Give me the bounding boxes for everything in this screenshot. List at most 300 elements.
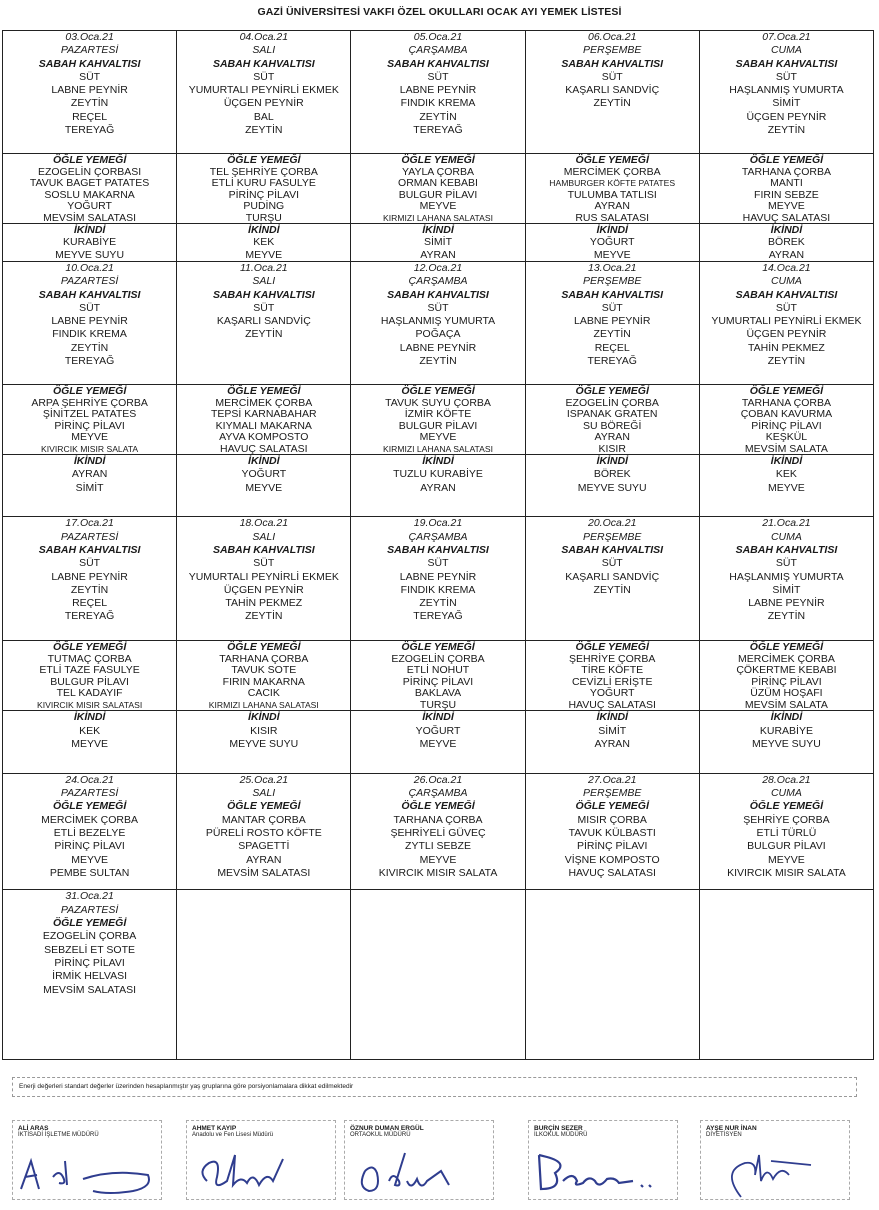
menu-item: ZEYTİN	[419, 355, 457, 368]
day-name: PERŞEMBE	[583, 275, 642, 288]
day-cell	[177, 262, 351, 516]
menu-item: SÜT	[253, 301, 275, 314]
day-date: 14.Oca.21	[762, 262, 811, 274]
menu-item: ŞEHRİYELİ GÜVEÇ	[390, 826, 486, 839]
day-name: PAZARTESİ	[60, 275, 119, 288]
menu-item: HAMBURGER KÖFTE PATATES	[549, 178, 676, 188]
day-name: PAZARTESİ	[60, 530, 119, 543]
menu-item: YAYLA ÇORBA	[402, 165, 474, 177]
lunch-section	[3, 640, 176, 710]
menu-item: ORMAN KEBABI	[398, 177, 478, 189]
day-name: SALI	[252, 44, 276, 57]
menu-item: ETLİ TÜRLÜ	[756, 826, 817, 839]
menu-item: KIVIRCIK MISIR SALATA	[41, 443, 139, 454]
menu-item: ÜÇGEN PEYNİR	[223, 97, 304, 110]
day-cell	[526, 517, 700, 772]
day-cell	[351, 517, 525, 772]
menu-item: PEMBE SULTAN	[49, 866, 130, 879]
menu-item: TARHANA ÇORBA	[741, 165, 831, 177]
lunch-section	[700, 153, 873, 223]
menu-item: KURABİYE	[63, 236, 117, 249]
menu-item: PİRİNÇ PİLAVI	[751, 419, 822, 431]
lunch-heading: ÖĞLE YEMEĞİ	[52, 917, 127, 930]
lunch-heading: ÖĞLE YEMEĞİ	[227, 154, 301, 166]
snack-section	[700, 454, 873, 516]
snack-heading: İKİNDİ	[422, 455, 454, 467]
menu-item: LABNE PEYNİR	[51, 84, 128, 97]
lunch-heading: ÖĞLE YEMEĞİ	[401, 641, 475, 653]
menu-item: MEYVE	[245, 248, 283, 261]
menu-item: AYRAN	[594, 200, 630, 212]
menu-item: ZEYTİN	[70, 97, 109, 110]
day-cell	[700, 31, 873, 261]
day-date: 11.Oca.21	[239, 262, 288, 274]
day-name: ÇARŞAMBA	[408, 530, 468, 543]
breakfast-heading: SABAH KAHVALTISI	[212, 288, 315, 301]
day-cell	[351, 31, 525, 261]
page-title: GAZİ ÜNİVERSİTESİ VAKFI ÖZEL OKULLARI OCAK AYI YEMEK LİSTESİ	[257, 6, 622, 18]
day-name: CUMA	[770, 530, 802, 543]
breakfast-heading: SABAH KAHVALTISI	[561, 57, 664, 70]
breakfast-heading: SABAH KAHVALTISI	[212, 543, 315, 556]
signatory-name: ÖZNUR DUMAN ERGÜL	[350, 1125, 424, 1132]
breakfast-heading: SABAH KAHVALTISI	[387, 543, 489, 556]
menu-item: MEVSİM SALATA	[744, 442, 828, 454]
breakfast-section	[3, 31, 176, 153]
signatory-name: ALİ ARAS	[18, 1125, 49, 1132]
breakfast-heading: SABAH KAHVALTISI	[387, 57, 489, 70]
menu-item: MEYVE	[768, 481, 805, 494]
lunch-heading: ÖĞLE YEMEĞİ	[52, 385, 127, 397]
day-date: 21.Oca.21	[762, 517, 811, 530]
snack-section	[3, 223, 176, 261]
lunch-heading: ÖĞLE YEMEĞİ	[52, 154, 127, 166]
day-cell	[3, 890, 177, 1059]
week-row	[3, 31, 873, 262]
menu-item: PİRİNÇ PİLAVI	[402, 675, 474, 688]
menu-item: SPAGETTİ	[238, 840, 290, 853]
menu-item: POĞAÇA	[415, 328, 461, 341]
menu-item: MEVSİM SALATA	[744, 698, 828, 711]
day-cell	[177, 774, 351, 890]
menu-item: YUMURTALI PEYNİRLİ EKMEK	[711, 315, 862, 328]
menu-item: TARHANA ÇORBA	[219, 652, 309, 665]
menu-item: MEYVE	[419, 431, 457, 443]
menu-item: KISIR	[250, 724, 278, 737]
menu-item: ŞİNİTZEL PATATES	[42, 408, 137, 420]
lunch-section	[3, 774, 176, 880]
menu-item: ISPANAK GRATEN	[566, 408, 658, 420]
menu-item: MISIR ÇORBA	[577, 813, 647, 826]
menu-item: HAVUÇ SALATASI	[568, 866, 656, 879]
menu-item: SÜT	[775, 70, 797, 83]
menu-item: TEREYAĞ	[64, 610, 115, 623]
signatory-name: AHMET KAYIP	[192, 1125, 237, 1132]
day-date: 27.Oca.21	[587, 773, 637, 786]
snack-heading: İKİNDİ	[422, 224, 454, 236]
lunch-section	[3, 153, 176, 223]
menu-item: ÜÇGEN PEYNİR	[746, 110, 827, 123]
menu-item: SÜT	[427, 70, 449, 83]
lunch-section	[700, 774, 873, 880]
breakfast-section	[526, 262, 699, 384]
menu-item: MERCİMEK ÇORBA	[215, 396, 313, 408]
breakfast-heading: SABAH KAHVALTISI	[38, 543, 141, 556]
day-cell	[3, 517, 177, 772]
menu-item: TURŞU	[419, 698, 457, 711]
menu-item: ZEYTİN	[70, 341, 109, 354]
snack-heading: İKİNDİ	[73, 711, 106, 724]
day-cell	[351, 262, 525, 516]
lunch-section	[351, 384, 524, 454]
menu-item: TEL ŞEHRİYE ÇORBA	[209, 165, 318, 177]
menu-item: MEYVE	[71, 737, 108, 750]
menu-item: MEYVE	[419, 737, 457, 750]
day-name: PAZARTESİ	[60, 44, 119, 57]
lunch-section	[177, 774, 350, 880]
day-name: PAZARTESİ	[60, 903, 119, 916]
day-name: PERŞEMBE	[583, 44, 642, 57]
day-date: 28.Oca.21	[762, 773, 811, 786]
menu-item: ETLİ KURU FASULYE	[211, 177, 316, 189]
breakfast-heading: SABAH KAHVALTISI	[561, 288, 664, 301]
menu-item: ZEYTİN	[245, 610, 283, 623]
day-cell	[700, 774, 873, 890]
menu-item: KIVIRCIK MISIR SALATA	[727, 866, 846, 879]
menu-item: TULUMBA TATLISI	[567, 188, 657, 200]
menu-item: KEK	[775, 468, 797, 481]
menu-item: ŞEHRİYE ÇORBA	[743, 813, 830, 826]
menu-item: SİMİT	[772, 97, 801, 110]
menu-item: SÜT	[601, 70, 623, 83]
menu-item: TARHANA ÇORBA	[393, 813, 483, 826]
menu-item: LABNE PEYNİR	[399, 570, 477, 583]
breakfast-section	[177, 517, 350, 640]
menu-item: MEVSİM SALATASI	[217, 866, 311, 879]
menu-item: SÜT	[427, 301, 449, 314]
menu-item: HAVUÇ SALATASI	[742, 211, 831, 223]
day-cell	[526, 774, 700, 890]
menu-item: KIVIRCIK MISIR SALATA	[378, 866, 498, 879]
menu-item: LABNE PEYNİR	[51, 315, 128, 328]
menu-item: AYRAN	[594, 431, 630, 443]
day-cell	[177, 517, 351, 772]
day-date: 26.Oca.21	[413, 773, 463, 786]
signatory-name: AYŞE NUR İNAN	[706, 1125, 757, 1132]
menu-item: REÇEL	[594, 341, 630, 354]
menu-item: YOĞURT	[241, 468, 287, 481]
menu-item: AYRAN	[420, 248, 456, 261]
day-date: 20.Oca.21	[587, 517, 637, 530]
snack-heading: İKİNDİ	[596, 711, 628, 724]
snack-section	[351, 454, 524, 516]
breakfast-section	[700, 262, 873, 384]
snack-section	[700, 223, 873, 261]
menu-item: TAVUK BAGET PATATES	[29, 177, 150, 189]
breakfast-section	[700, 31, 873, 153]
lunch-heading: ÖĞLE YEMEĞİ	[401, 800, 475, 813]
menu-item: ETLİ TAZE FASULYE	[39, 664, 140, 676]
signatory-role: İKTİSADİ İŞLETME MÜDÜRÜ	[18, 1132, 99, 1138]
lunch-section	[351, 153, 524, 223]
day-name: ÇARŞAMBA	[408, 44, 468, 57]
day-date: 03.Oca.21	[65, 31, 114, 43]
menu-item: ZEYTİN	[245, 328, 283, 341]
menu-item: EZOGELİN ÇORBA	[565, 396, 659, 408]
menu-item: BÖREK	[593, 468, 631, 481]
snack-heading: İKİNDİ	[73, 224, 106, 236]
menu-item: LABNE PEYNİR	[748, 597, 825, 610]
menu-item: AYRAN	[420, 481, 456, 494]
menu-item: SİMİT	[424, 236, 452, 249]
menu-item: MEYVE	[768, 200, 805, 212]
menu-item: MEYVE	[71, 431, 108, 443]
menu-item: PİRİNÇ PİLAVI	[577, 840, 648, 853]
snack-section	[3, 710, 176, 772]
menu-item: AYVA KOMPOSTO	[219, 431, 309, 443]
menu-item: SÜT	[601, 557, 623, 570]
lunch-section	[700, 640, 873, 710]
signature-box-ayse-nur-inan	[700, 1120, 850, 1200]
day-cell	[700, 262, 873, 516]
lunch-section	[526, 384, 699, 454]
signature-icon	[345, 1141, 495, 1201]
menu-item: SİMİT	[772, 583, 801, 596]
menu-item: MEVSİM SALATASI	[43, 211, 137, 223]
menu-item: HAŞLANMIŞ YUMURTA	[380, 315, 496, 328]
menu-item: EZOGELİN ÇORBASI	[37, 165, 142, 177]
breakfast-section	[3, 517, 176, 640]
menu-item: FIRIN MAKARNA	[222, 675, 305, 688]
menu-item: TUZLU KURABİYE	[393, 468, 483, 481]
menu-item: MEYVE	[419, 853, 457, 866]
signature-box-oznur-duman-ergul	[344, 1120, 494, 1200]
menu-item: İRMİK HELVASI	[52, 970, 128, 983]
lunch-heading: ÖĞLE YEMEĞİ	[749, 385, 824, 397]
day-name: PERŞEMBE	[583, 787, 642, 800]
day-date: 13.Oca.21	[587, 262, 637, 274]
menu-item: SÜT	[427, 557, 449, 570]
menu-item: MERCİMEK ÇORBA	[563, 165, 661, 177]
menu-item: FINDIK KREMA	[52, 328, 127, 341]
menu-item: TİRE KÖFTE	[581, 664, 644, 676]
menu-item: MERCİMEK ÇORBA	[41, 813, 139, 826]
menu-item: ZEYTİN	[767, 610, 806, 623]
day-cell	[526, 262, 700, 516]
menu-item: ARPA ŞEHRİYE ÇORBA	[31, 396, 148, 408]
day-cell	[3, 31, 177, 261]
signature-icon	[701, 1141, 851, 1201]
menu-item: ZEYTİN	[767, 355, 806, 368]
menu-item: ETLİ BEZELYE	[53, 826, 126, 839]
menu-item: PİRİNÇ PİLAVI	[751, 675, 822, 688]
menu-item: BULGUR PİLAVI	[50, 675, 129, 688]
menu-item: MEYVE SUYU	[577, 481, 647, 494]
signature-box-burcin-sezer	[528, 1120, 678, 1200]
day-date: 18.Oca.21	[239, 517, 289, 530]
menu-item: KISIR	[598, 442, 626, 454]
menu-item: TAVUK KÜLBASTI	[568, 826, 656, 839]
lunch-heading: ÖĞLE YEMEĞİ	[52, 800, 127, 813]
menu-item: TURŞU	[245, 211, 282, 223]
day-name: PAZARTESİ	[60, 787, 119, 800]
menu-item: SU BÖREĞİ	[583, 419, 642, 431]
menu-item: MEVSİM SALATASI	[43, 983, 137, 996]
menu-item: SOSLU MAKARNA	[44, 188, 135, 200]
lunch-heading: ÖĞLE YEMEĞİ	[227, 641, 301, 653]
menu-item: SÜT	[601, 301, 623, 314]
menu-item: ŞEHRİYE ÇORBA	[569, 652, 656, 665]
menu-item: TEREYAĞ	[413, 124, 463, 137]
menu-item: ZEYTİN	[70, 583, 109, 596]
menu-item: SÜT	[79, 557, 101, 570]
lunch-heading: ÖĞLE YEMEĞİ	[749, 154, 824, 166]
lunch-heading: ÖĞLE YEMEĞİ	[575, 800, 649, 813]
day-date: 07.Oca.21	[762, 31, 811, 43]
lunch-section	[526, 640, 699, 710]
menu-item: SÜT	[79, 301, 101, 314]
menu-item: ZEYTİN	[419, 597, 457, 610]
menu-item: MERCİMEK ÇORBA	[737, 652, 835, 665]
menu-item: HAŞLANMIŞ YUMURTA	[729, 84, 844, 97]
lunch-section	[351, 774, 524, 880]
menu-item: PİRİNÇ PİLAVI	[228, 188, 300, 200]
menu-item: CEVİZLİ ERİŞTE	[571, 675, 653, 688]
menu-item: FINDIK KREMA	[400, 97, 476, 110]
menu-item: PİRİNÇ PİLAVI	[54, 419, 125, 431]
energy-note: Enerji değerleri standart değerler üzerinden hesaplanmıştır yaş gruplarına göre porsiyonlamalara dikkat edilmektedir	[12, 1077, 857, 1097]
menu-item: LABNE PEYNİR	[51, 570, 128, 583]
menu-item: ZEYTİN	[593, 583, 631, 596]
menu-item: SİMİT	[75, 481, 104, 494]
week-row	[3, 517, 873, 773]
snack-section	[3, 454, 176, 516]
day-cell	[3, 774, 177, 890]
lunch-section	[3, 384, 176, 454]
breakfast-section	[700, 517, 873, 640]
menu-item: KEŞKÜL	[765, 431, 808, 443]
day-name: CUMA	[770, 44, 802, 57]
menu-item: HAVUÇ SALATASI	[568, 698, 656, 711]
menu-item: ÜÇGEN PEYNİR	[223, 583, 304, 596]
breakfast-heading: SABAH KAHVALTISI	[38, 57, 141, 70]
lunch-heading: ÖĞLE YEMEĞİ	[227, 385, 301, 397]
signature-icon	[529, 1141, 679, 1201]
menu-item: KIRMIZI LAHANA SALATASI	[208, 699, 319, 710]
menu-item: TEPSİ KARNABAHAR	[210, 408, 317, 420]
breakfast-section	[351, 517, 524, 640]
snack-section	[351, 710, 524, 772]
menu-item: VİŞNE KOMPOSTO	[564, 853, 660, 866]
signatory-role: DİYETİSYEN	[706, 1132, 742, 1138]
menu-item: TEREYAĞ	[587, 355, 637, 368]
day-date: 17.Oca.21	[65, 517, 114, 530]
snack-heading: İKİNDİ	[422, 711, 454, 724]
day-date: 12.Oca.21	[413, 262, 463, 274]
menu-item: BAL	[253, 110, 274, 123]
day-name: PERŞEMBE	[583, 530, 642, 543]
menu-item: AYRAN	[71, 468, 108, 481]
menu-item: FIRIN SEBZE	[754, 188, 819, 200]
menu-item: TEREYAĞ	[413, 610, 463, 623]
menu-item: ZEYTİN	[593, 97, 631, 110]
menu-item: SİMİT	[598, 724, 627, 737]
lunch-section	[177, 384, 350, 454]
menu-item: TEL KADAYIF	[56, 687, 123, 699]
snack-section	[526, 710, 699, 772]
menu-item: TARHANA ÇORBA	[741, 396, 831, 408]
signature-box-ali-aras	[12, 1120, 162, 1200]
day-cell	[700, 890, 873, 1059]
lunch-heading: ÖĞLE YEMEĞİ	[52, 641, 127, 653]
menu-item: ZYTLI SEBZE	[405, 840, 471, 853]
menu-item: TAVUK SOTE	[231, 664, 297, 676]
day-cell	[700, 517, 873, 772]
day-name: SALI	[252, 275, 276, 288]
menu-item: YOĞURT	[589, 236, 635, 249]
menu-item: BÖREK	[768, 236, 805, 249]
day-date: 31.Oca.21	[65, 890, 114, 903]
menu-item: REÇEL	[72, 110, 108, 123]
day-name: SALI	[252, 787, 276, 800]
menu-item: KIRMIZI LAHANA SALATASI	[383, 443, 493, 454]
menu-item: MANTAR ÇORBA	[221, 813, 306, 826]
menu-item: KAŞARLI SANDVİÇ	[565, 570, 660, 583]
menu-item: ÇÖKERTME KEBABI	[736, 664, 837, 676]
lunch-section	[177, 153, 350, 223]
signature-box-ahmet-kayip	[186, 1120, 336, 1200]
day-name: ÇARŞAMBA	[408, 787, 468, 800]
signature-icon	[187, 1141, 337, 1201]
snack-section	[526, 454, 699, 516]
menu-item: TAHİN PEKMEZ	[225, 597, 303, 610]
menu-item: BULGUR PİLAVI	[398, 188, 478, 200]
breakfast-section	[351, 262, 524, 384]
menu-item: EZOGELİN ÇORBA	[42, 930, 137, 943]
menu-item: BULGUR PİLAVI	[747, 840, 826, 853]
menu-item: MEYVE	[71, 853, 108, 866]
signatory-role: Anadolu ve Fen Lisesi Müdürü	[192, 1132, 274, 1138]
menu-item: KURABİYE	[759, 724, 813, 737]
breakfast-heading: SABAH KAHVALTISI	[735, 288, 838, 301]
day-date: 25.Oca.21	[239, 773, 289, 786]
signatory-name: BURÇİN SEZER	[534, 1125, 583, 1132]
menu-item: BULGUR PİLAVI	[398, 419, 478, 431]
menu-item: MEYVE	[768, 853, 805, 866]
menu-item: AYRAN	[594, 737, 630, 750]
menu-item: TEREYAĞ	[64, 355, 115, 368]
menu-item: MEYVE	[593, 248, 631, 261]
lunch-heading: ÖĞLE YEMEĞİ	[749, 800, 824, 813]
day-cell	[351, 890, 525, 1059]
breakfast-section	[526, 31, 699, 153]
menu-item: KAŞARLI SANDVİÇ	[565, 84, 660, 97]
day-name: SALI	[252, 530, 276, 543]
menu-item: MEYVE	[245, 481, 283, 494]
snack-heading: İKİNDİ	[770, 711, 803, 724]
menu-item: BAKLAVA	[414, 687, 462, 699]
menu-item: ZEYTİN	[245, 124, 283, 137]
day-cell	[526, 31, 700, 261]
snack-heading: İKİNDİ	[596, 224, 628, 236]
snack-heading: İKİNDİ	[248, 455, 280, 467]
breakfast-section	[526, 517, 699, 640]
week-row	[3, 774, 873, 891]
lunch-section	[526, 774, 699, 880]
menu-item: SÜT	[253, 557, 275, 570]
lunch-heading: ÖĞLE YEMEĞİ	[575, 641, 649, 653]
snack-heading: İKİNDİ	[248, 711, 280, 724]
